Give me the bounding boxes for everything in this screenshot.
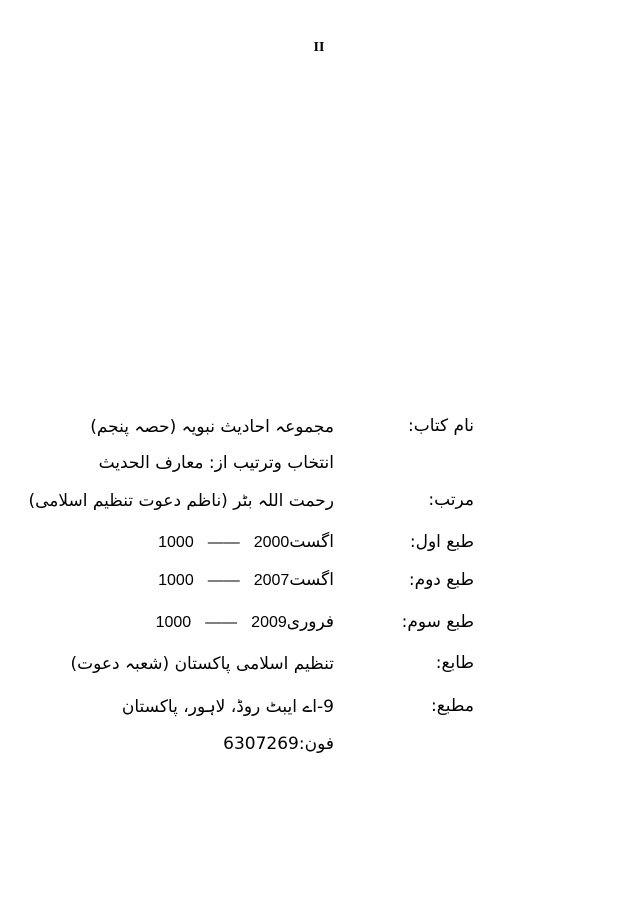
- book-title-value: مجموعہ احادیث نبویہ (حصہ پنجم): [90, 417, 334, 437]
- publisher-label: طابع:: [435, 653, 474, 673]
- compiler-value: رحمت اللہ بٹر (ناظم دعوت تنظیم اسلامی): [28, 491, 334, 511]
- first-edition-count: 1000: [158, 534, 194, 551]
- third-edition-month: فروری: [286, 612, 334, 632]
- second-edition-count: 1000: [158, 572, 194, 589]
- first-edition-value: [114, 532, 334, 552]
- selection-value: انتخاب وترتیب از: معارف الحدیث: [98, 453, 334, 473]
- publisher-value: تنظیم اسلامی پاکستان (شعبہ دعوت): [70, 654, 334, 674]
- third-edition-year: 2009: [251, 614, 287, 631]
- second-edition-row: [0, 570, 638, 604]
- second-edition-value: [114, 570, 334, 590]
- press-label: مطبع:: [431, 696, 474, 716]
- first-edition-year: 2000: [253, 534, 290, 551]
- first-edition-row: [0, 532, 638, 566]
- third-edition-count: 1000: [155, 614, 192, 631]
- book-title-row: [0, 416, 638, 450]
- compiler-row: [0, 490, 638, 524]
- selection-row: [0, 453, 638, 487]
- second-edition-dash: ——: [207, 572, 240, 589]
- third-edition-row: [0, 612, 638, 646]
- third-edition-dash: ——: [205, 614, 238, 631]
- second-edition-month: اگست: [289, 570, 334, 590]
- first-edition-month: اگست: [289, 532, 334, 552]
- page-number: II: [313, 40, 325, 55]
- third-edition-value: [114, 612, 334, 632]
- first-edition-dash: ——: [207, 534, 240, 551]
- phone-number: فون:6307269: [223, 734, 334, 754]
- third-edition-label: طبع سوم:: [401, 612, 474, 632]
- press-row: [0, 696, 638, 730]
- second-edition-label: طبع دوم:: [408, 570, 474, 590]
- first-edition-label: طبع اول:: [409, 532, 474, 552]
- compiler-label: مرتب:: [428, 490, 474, 510]
- book-title-label: نام کتاب:: [408, 416, 474, 436]
- press-address: 9-اے ایبٹ روڈ، لاہور، پاکستان: [121, 697, 334, 717]
- phone-row: [0, 734, 638, 768]
- second-edition-year: 2007: [253, 572, 290, 589]
- publisher-row: [0, 653, 638, 687]
